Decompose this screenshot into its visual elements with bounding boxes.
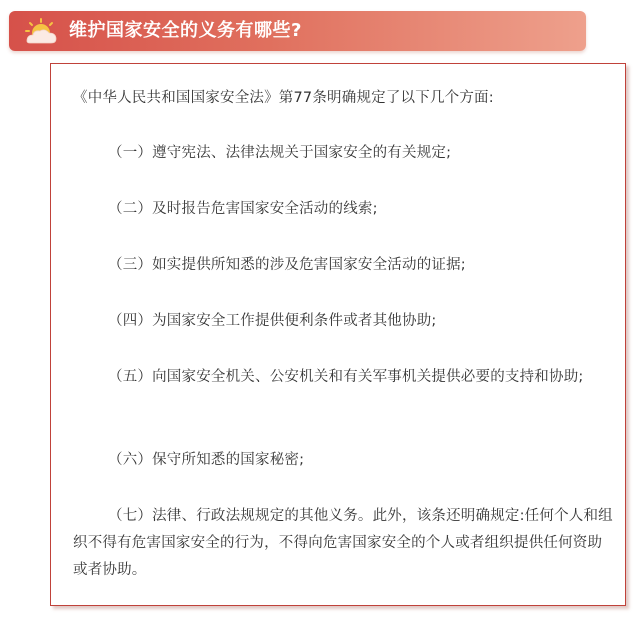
sunset-cloud-icon <box>21 17 61 45</box>
list-item: （五）向国家安全机关、公安机关和有关军事机关提供必要的支持和协助; <box>108 369 584 385</box>
list-item: （一）遵守宪法、法律法规关于国家安全的有关规定; <box>108 145 452 161</box>
list-item: （七）法律、行政法规规定的其他义务。此外，该条还明确规定:任何个人和组织不得有危害国家安全的行为，不得向危害国家安全的个人或者组织提供任何资助或者协助。 <box>73 508 613 578</box>
page-title: 维护国家安全的义务有哪些? <box>69 20 302 41</box>
list-item: （三）如实提供所知悉的涉及危害国家安全活动的证据; <box>108 257 466 273</box>
list-item: （六）保守所知悉的国家秘密; <box>108 452 305 468</box>
section-header <box>9 11 586 51</box>
intro-paragraph: 《中华人民共和国国家安全法》第77条明确规定了以下几个方面: <box>73 90 494 106</box>
list-item: （二）及时报告危害国家安全活动的线索; <box>108 201 378 217</box>
content-box <box>50 63 626 606</box>
list-item: （四）为国家安全工作提供便利条件或者其他协助; <box>108 313 437 329</box>
